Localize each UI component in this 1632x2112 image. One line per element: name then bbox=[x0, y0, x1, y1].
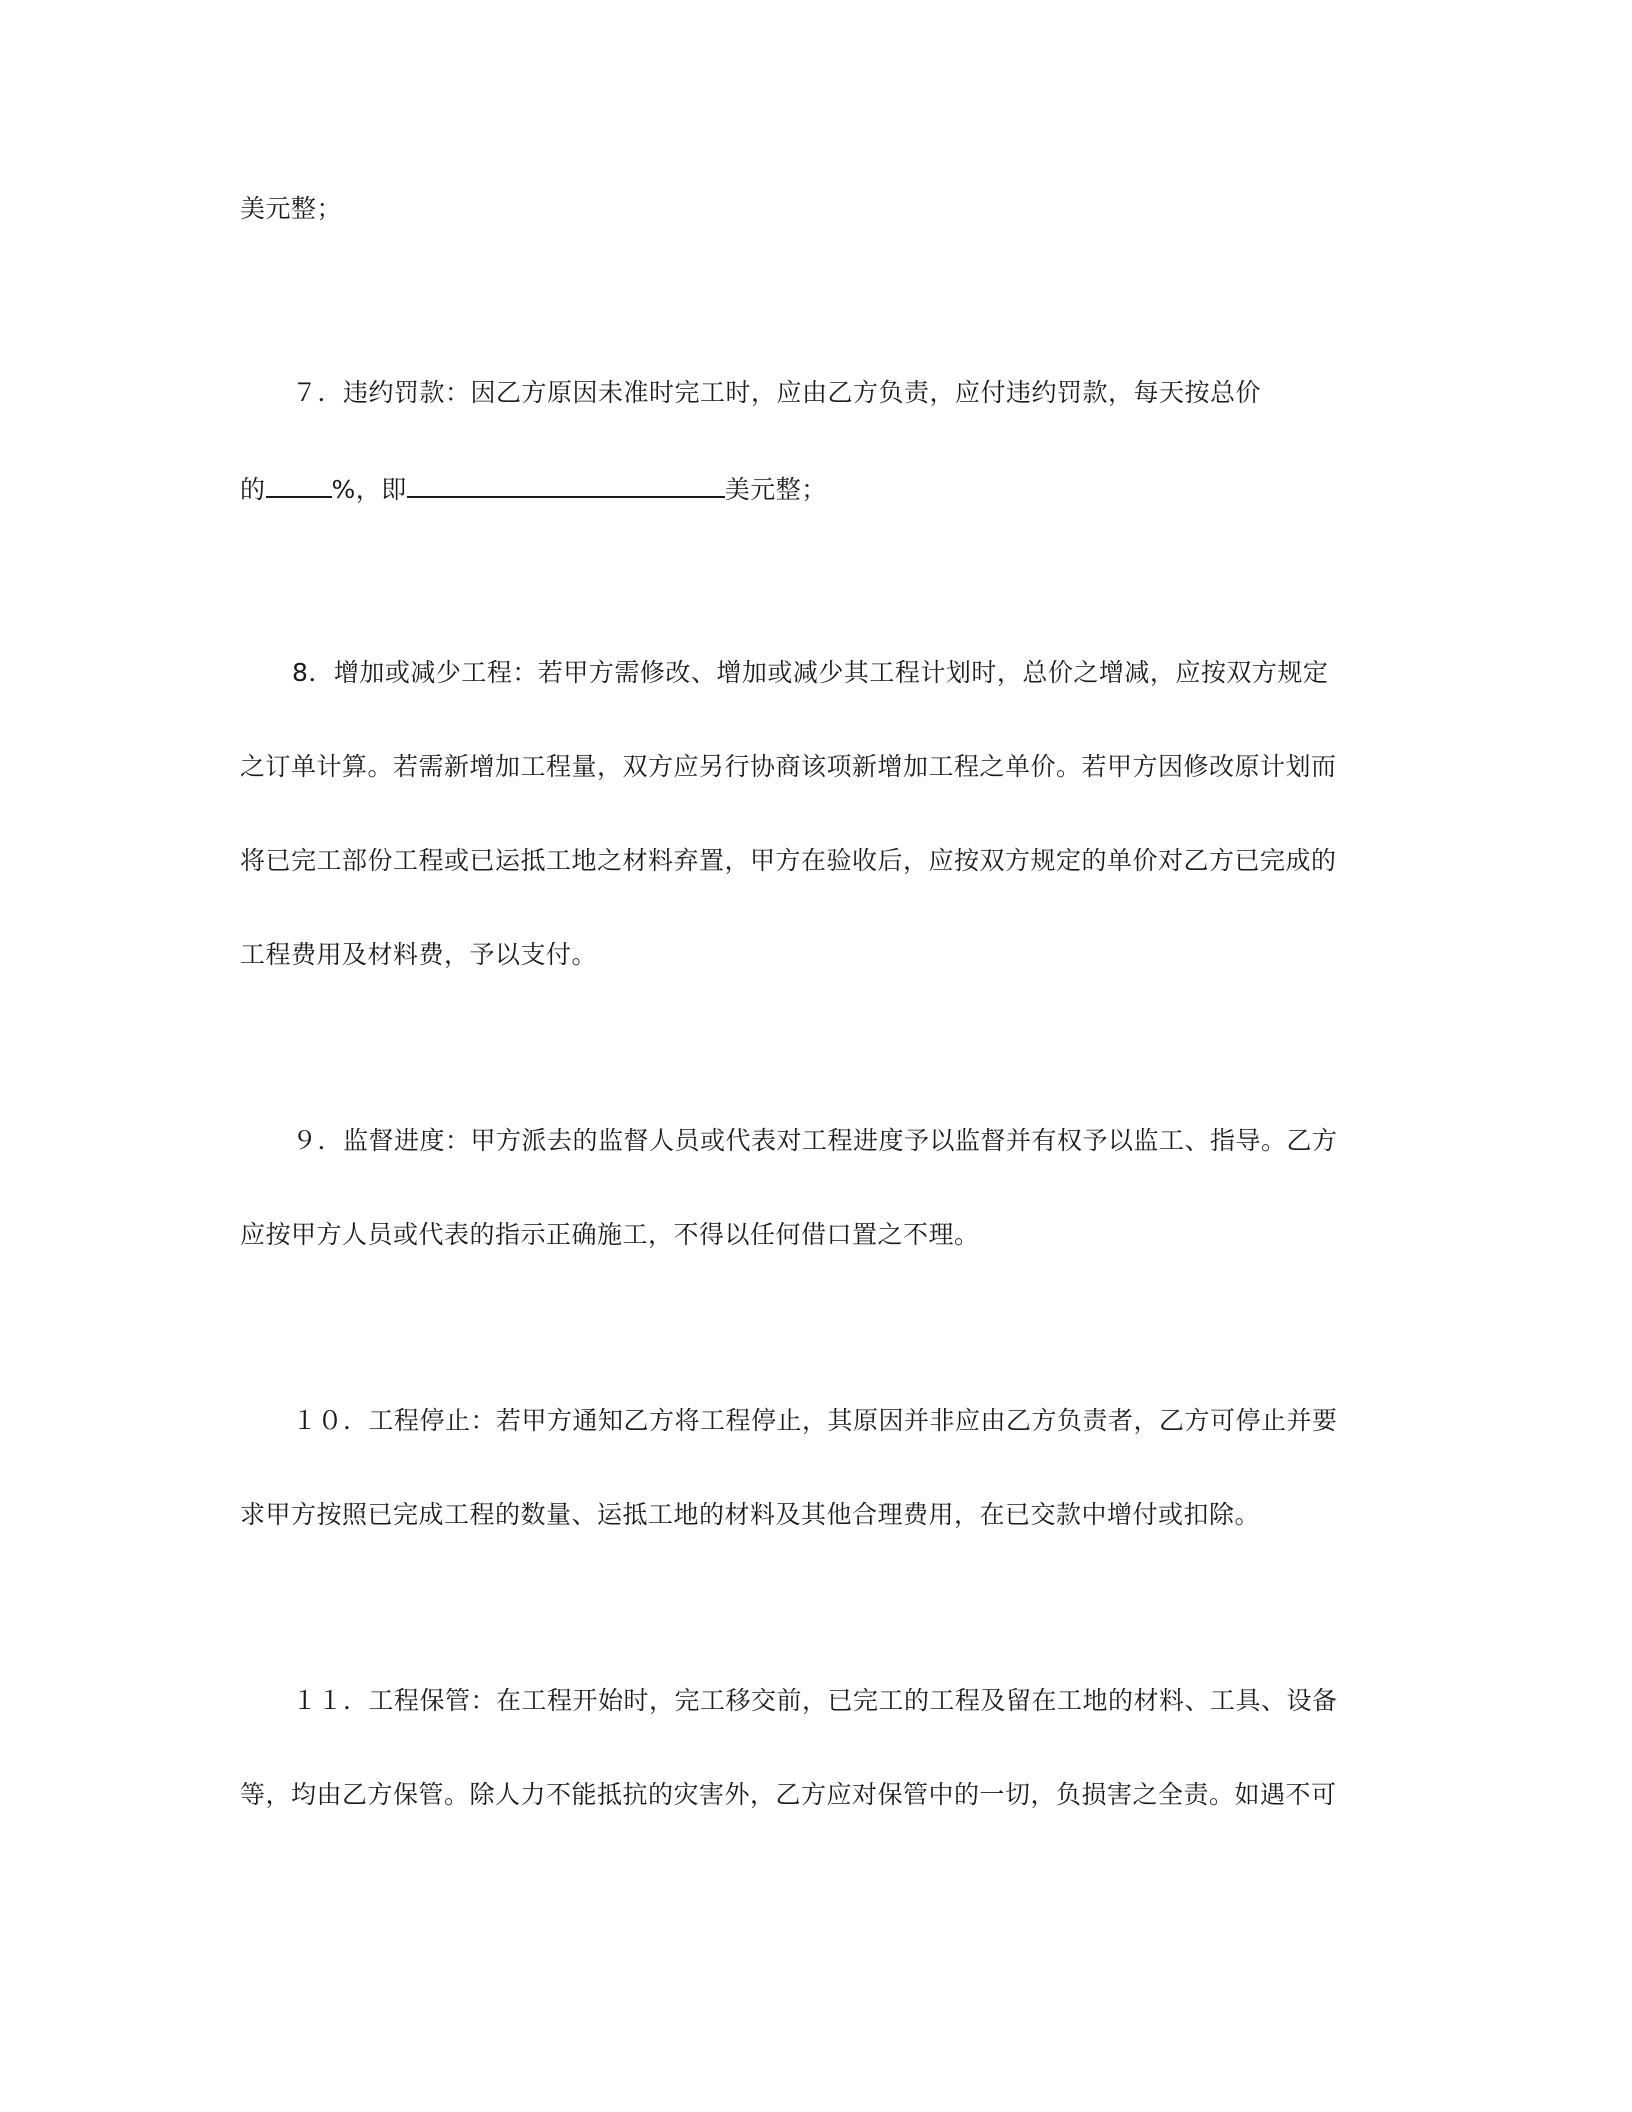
clause-8-line-4: 工程费用及材料费，予以支付。 bbox=[240, 940, 598, 969]
clause-10-line-2: 求甲方按照已完成工程的数量、运抵工地的材料及其他合理费用，在已交款中增付或扣除。 bbox=[240, 1500, 1261, 1529]
clause-11-line-1: １１．工程保管：在工程开始时，完工移交前，已完工的工程及留在工地的材料、工具、设备 bbox=[292, 1686, 1338, 1715]
amount-blank[interactable] bbox=[407, 470, 725, 498]
clause-9-line-2: 应按甲方人员或代表的指示正确施工，不得以任何借口置之不理。 bbox=[240, 1220, 980, 1249]
clause-7-line-1: ７．违约罚款：因乙方原因未准时完工时，应由乙方负责，应付违约罚款，每天按总价 bbox=[292, 378, 1262, 407]
clause-10-line-1: １０．工程停止：若甲方通知乙方将工程停止，其原因并非应由乙方负责者，乙方可停止并要 bbox=[292, 1406, 1338, 1435]
percent-blank[interactable] bbox=[266, 470, 332, 498]
clause-8-line-1: 8．增加或减少工程：若甲方需修改、增加或减少其工程计划时，总价之增减，应按双方规定 bbox=[292, 658, 1329, 687]
clause-8-line-3: 将已完工部份工程或已运抵工地之材料弃置，甲方在验收后，应按双方规定的单价对乙方已完成的 bbox=[240, 846, 1337, 875]
clause-9-line-1: ９．监督进度：甲方派去的监督人员或代表对工程进度予以监督并有权予以监工、指导。乙方 bbox=[292, 1126, 1338, 1155]
clause-11-line-2: 等，均由乙方保管。除人力不能抵抗的灾害外，乙方应对保管中的一切，负损害之全责。如遇不可 bbox=[240, 1780, 1337, 1809]
clause-8-line-2: 之订单计算。若需新增加工程量，双方应另行协商该项新增加工程之单价。若甲方因修改原计划而 bbox=[240, 752, 1337, 781]
text-line-1: 美元整； bbox=[240, 194, 343, 223]
penalty-suffix: 美元整； bbox=[724, 475, 827, 504]
penalty-prefix: 的 bbox=[240, 475, 266, 504]
penalty-percent-text: %，即 bbox=[331, 475, 407, 504]
clause-7-line-2 bbox=[240, 470, 827, 507]
